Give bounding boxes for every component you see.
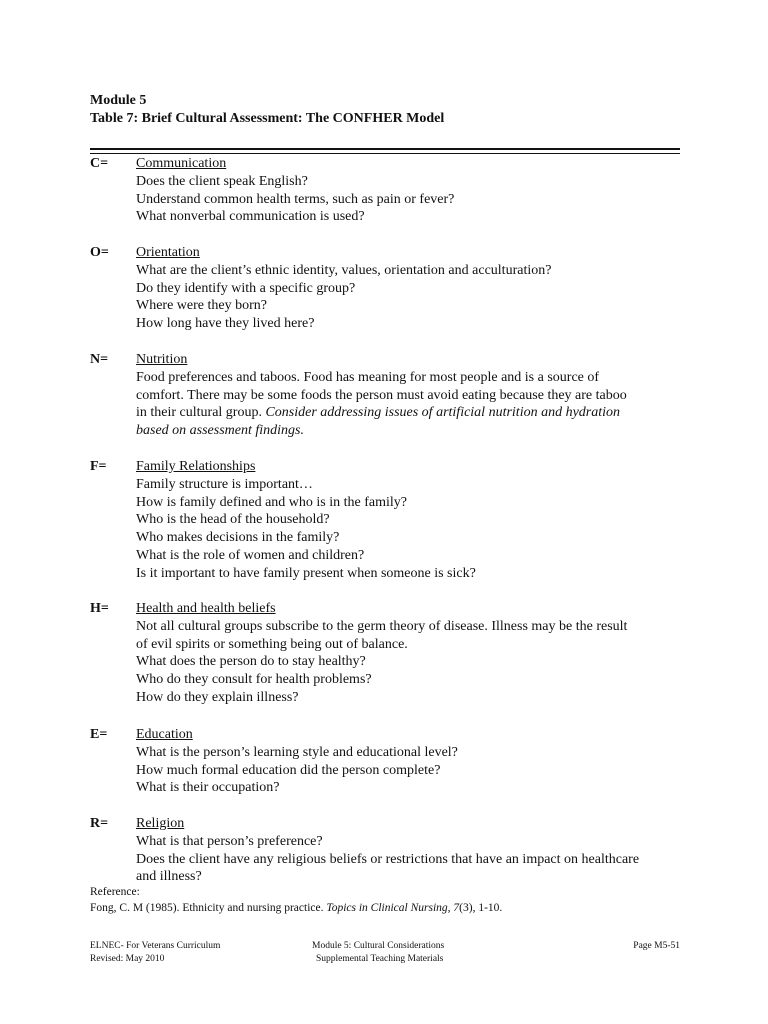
section-title: Nutrition <box>136 352 188 367</box>
section-letter: R= <box>90 816 109 831</box>
section-title: Family Relationships <box>136 459 256 474</box>
section-line: Who do they consult for health problems? <box>136 672 372 688</box>
section-line: Who makes decisions in the family? <box>136 530 340 546</box>
section-line: What nonverbal communication is used? <box>136 209 365 225</box>
citation-journal: Topics in Clinical Nursing, 7 <box>326 902 460 914</box>
footer-curriculum: ELNEC- For Veterans Curriculum <box>90 941 221 951</box>
section-line: Is it important to have family present when someone is sick? <box>136 565 476 581</box>
footer-center <box>312 940 444 966</box>
document-page <box>90 0 680 1024</box>
section-line: What are the client’s ethnic identity, values, orientation and acculturation? <box>136 262 552 278</box>
header-rule-thick <box>90 148 680 150</box>
section-title: Orientation <box>136 245 200 260</box>
footer-left <box>90 940 220 966</box>
section-letter: E= <box>90 727 108 742</box>
section-letter: C= <box>90 156 109 171</box>
section-line-italic: Consider addressing issues of artificial nutrition and hydration <box>265 405 621 421</box>
section-title: Communication <box>136 156 227 171</box>
reference-block <box>90 884 502 916</box>
citation-end: (3), 1-10. <box>459 902 503 914</box>
section-letter: H= <box>90 601 109 616</box>
section-line: Who is the head of the household? <box>136 512 330 528</box>
section-line: How do they explain illness? <box>136 689 299 705</box>
footer-revised: Revised: May 2010 <box>90 954 165 964</box>
section-title: Religion <box>136 816 185 831</box>
section-line: Do they identify with a specific group? <box>136 280 356 296</box>
section-line: comfort. There may be some foods the person must avoid eating because they are taboo <box>136 387 627 403</box>
section-line: Family structure is important… <box>136 476 313 492</box>
section-line-plain: in their cultural group. <box>136 405 266 421</box>
header-rule-thin <box>90 153 680 154</box>
section-letter: O= <box>90 245 109 260</box>
section-letter: N= <box>90 352 109 367</box>
section-line: Understand common health terms, such as pain or fever? <box>136 191 455 207</box>
footer-right <box>633 940 680 953</box>
section-line: What is the person’s learning style and educational level? <box>136 744 458 760</box>
table-title: Table 7: Brief Cultural Assessment: The CONFHER Model <box>90 111 445 126</box>
section-line: How much formal education did the person complete? <box>136 762 441 778</box>
section-line: What is their occupation? <box>136 780 280 796</box>
section-line-italic: based on assessment findings. <box>136 423 304 439</box>
section-title: Education <box>136 727 193 742</box>
section-line: of evil spirits or something being out of balance. <box>136 636 408 652</box>
footer-module: Module 5: Cultural Considerations <box>312 941 445 951</box>
section-line: Does the client speak English? <box>136 173 308 189</box>
footer-supplemental: Supplemental Teaching Materials <box>316 954 444 964</box>
section-line: Not all cultural groups subscribe to the germ theory of disease. Illness may be the result <box>136 618 628 634</box>
section-line: What is that person’s preference? <box>136 833 323 849</box>
section-line: What does the person do to stay healthy? <box>136 654 366 670</box>
section-line: What is the role of women and children? <box>136 547 365 563</box>
section-line: and illness? <box>136 869 202 885</box>
page-number: Page M5-51 <box>633 941 680 951</box>
section-line: Where were they born? <box>136 298 267 314</box>
citation-plain: Fong, C. M (1985). Ethnicity and nursing practice. <box>90 902 327 914</box>
section-letter: F= <box>90 459 107 474</box>
section-line: Does the client have any religious beliefs or restrictions that have an impact on healthcare <box>136 851 640 867</box>
section-line-mixed <box>136 404 680 422</box>
section-title: Health and health beliefs <box>136 601 276 616</box>
section-line: Food preferences and taboos. Food has meaning for most people and is a source of <box>136 369 600 385</box>
reference-citation <box>90 900 502 916</box>
section-line: How is family defined and who is in the family? <box>136 494 407 510</box>
module-heading: Module 5 <box>90 93 147 108</box>
section-line: How long have they lived here? <box>136 316 315 332</box>
reference-label: Reference: <box>90 886 140 898</box>
